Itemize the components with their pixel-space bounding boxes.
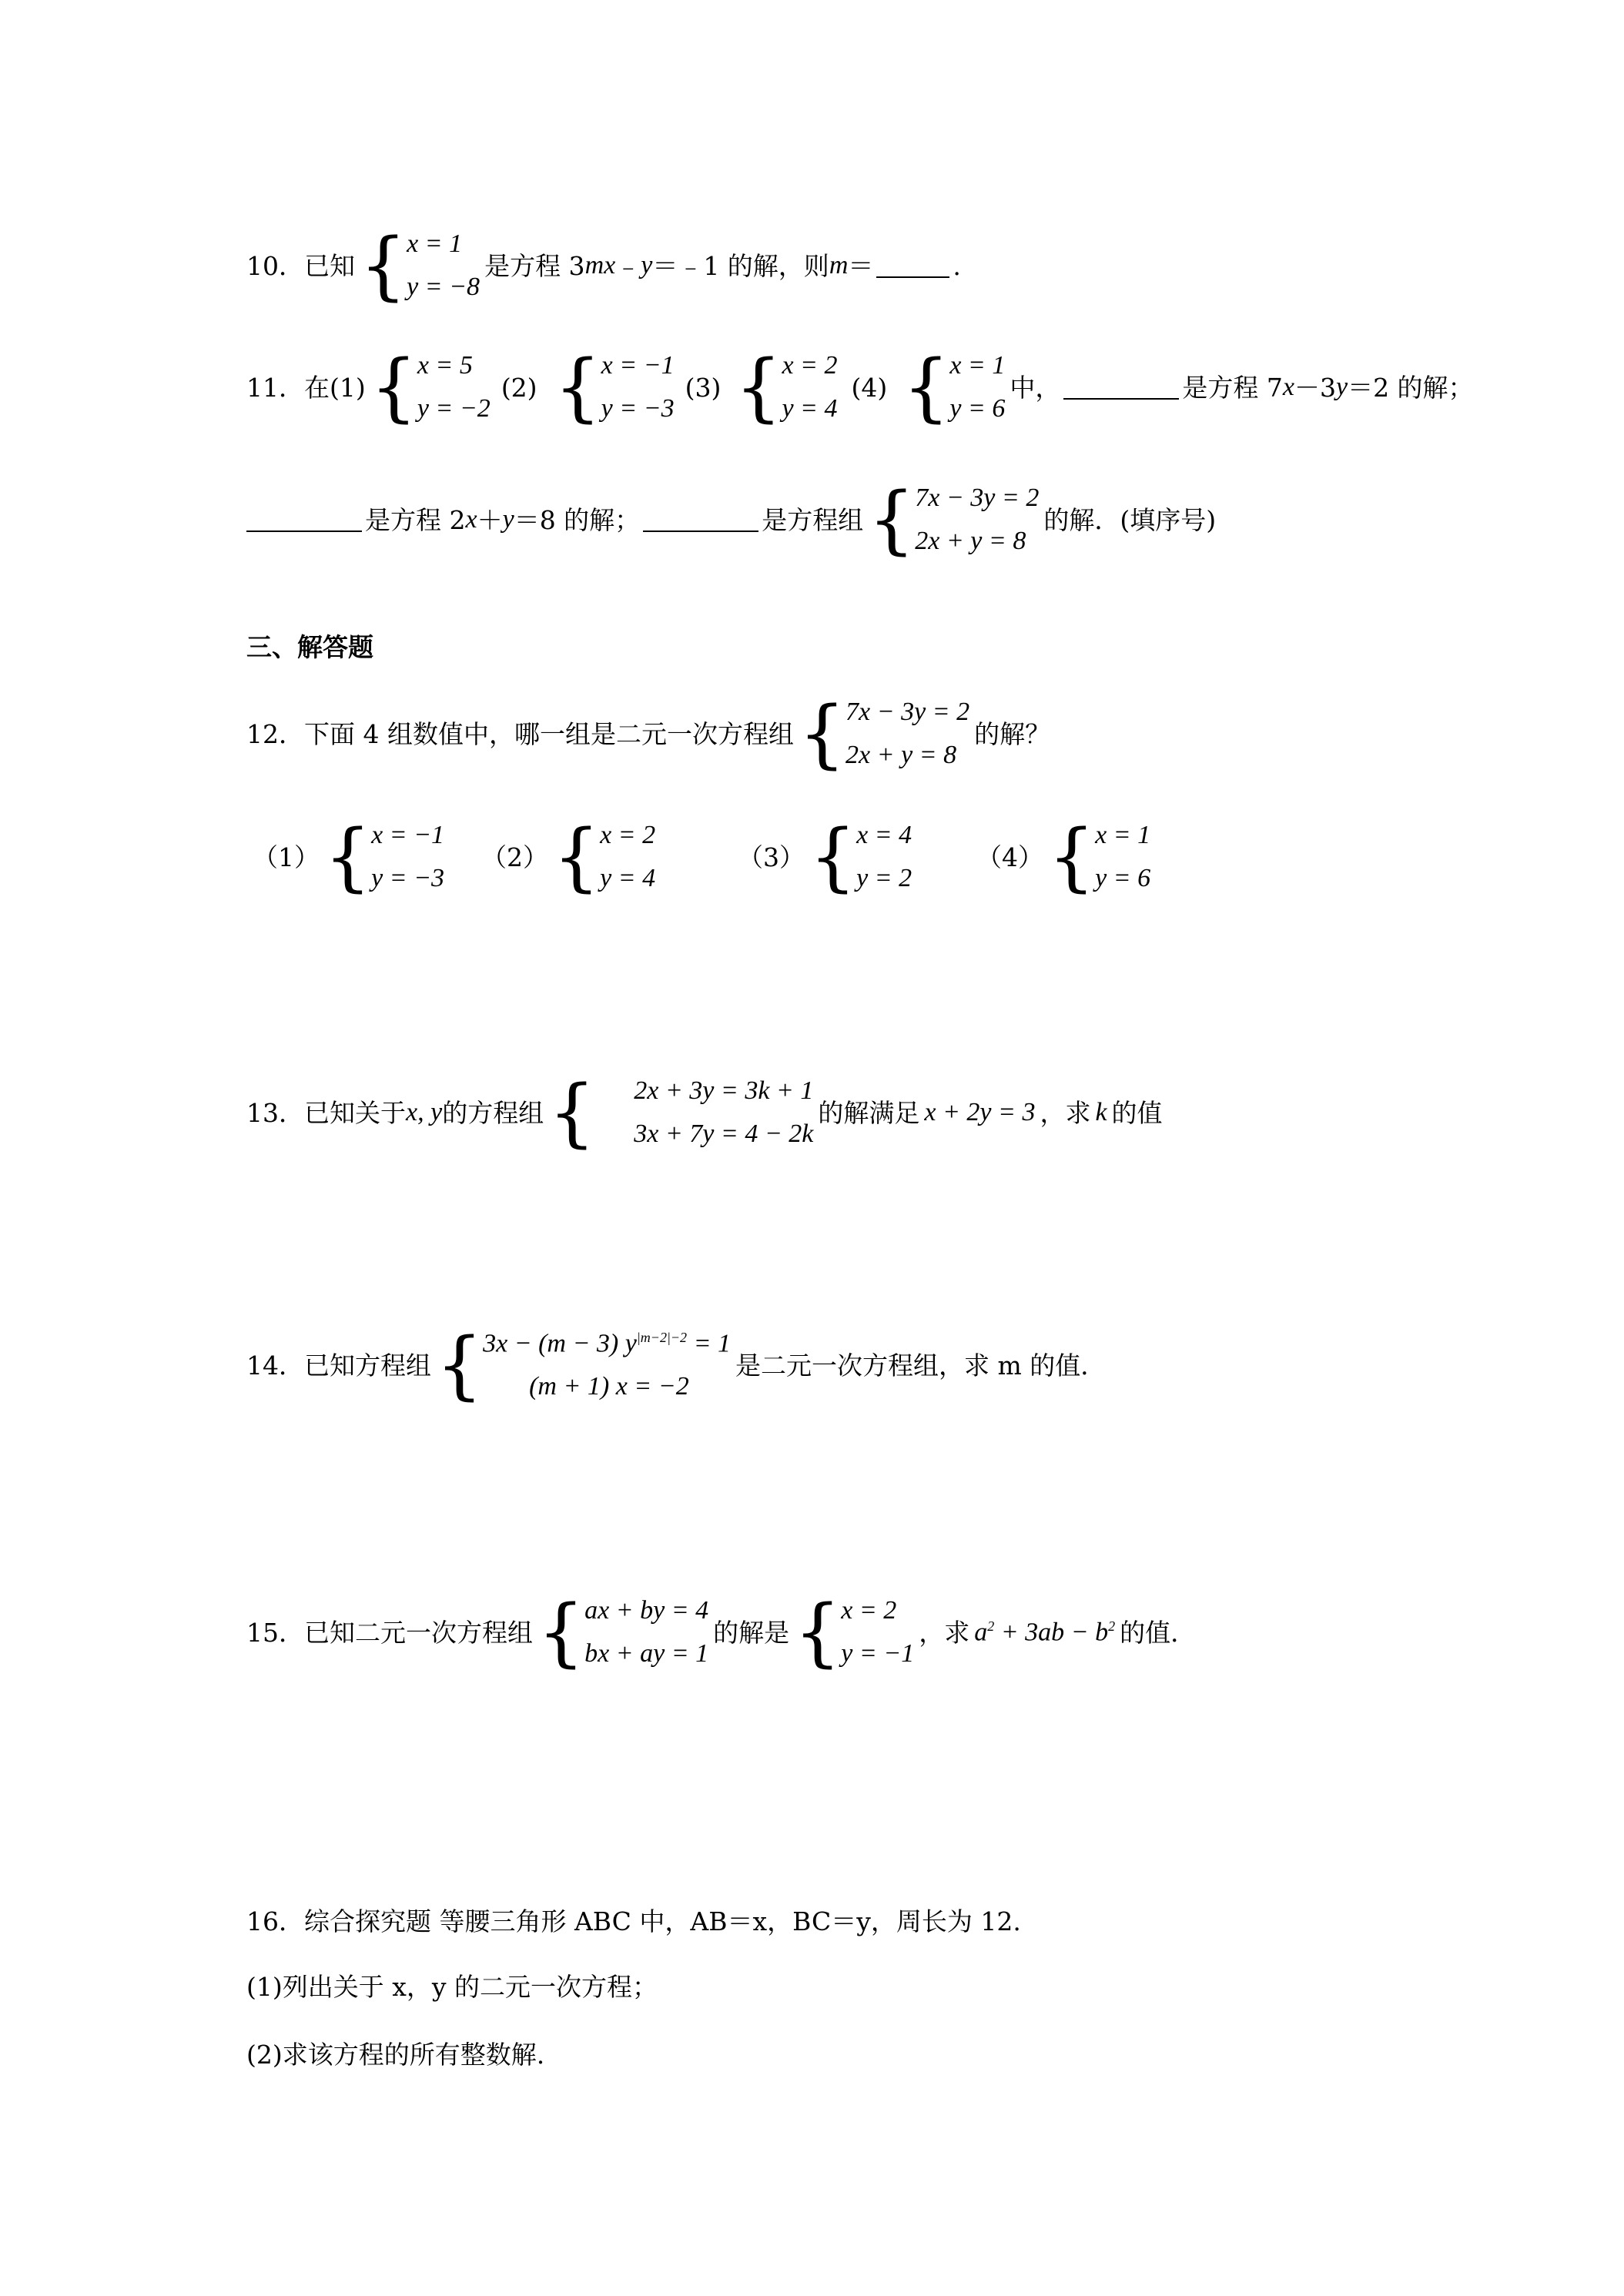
system-row: x = 2 (841, 1596, 897, 1625)
system-row: y = −3 (601, 394, 675, 423)
q15-solution (794, 1589, 915, 1675)
q11-part1-b: －3 (1294, 372, 1336, 403)
q11-part3: 是方程组 (762, 504, 864, 535)
q10-system (360, 223, 481, 309)
brace: { (537, 1589, 585, 1675)
q15-end-2: 的值． (1120, 1617, 1197, 1648)
question-14 (246, 1323, 1106, 1407)
system-row: 2x + y = 8 (845, 741, 957, 769)
q13-mid: 的方程组 (442, 1097, 544, 1128)
q15-expr-a: a (974, 1618, 988, 1647)
brace: { (370, 344, 417, 430)
q15-end: ，求 (919, 1617, 970, 1648)
q11-var: y (502, 505, 514, 534)
q11-option-3 (735, 344, 838, 430)
brace: { (798, 691, 846, 777)
q11-label-4: (4) (851, 372, 888, 403)
q10-system-row2: y = −8 (407, 273, 481, 301)
q13-cond: 的解满足 (818, 1097, 920, 1128)
option-system (1048, 814, 1151, 900)
q10-number: 10．已知 (246, 250, 355, 281)
q16-line3: (2)求该方程的所有整数解. (246, 2040, 545, 2070)
brace: { (436, 1322, 484, 1408)
system-row: y = 6 (949, 394, 1006, 423)
answer-blank[interactable] (876, 253, 949, 278)
q11-var: x (465, 505, 477, 534)
system-row: y = 2 (856, 864, 912, 892)
system-row: y = 4 (782, 394, 838, 423)
system-row (483, 1330, 731, 1357)
question-11-line1 (246, 345, 1474, 430)
q14-row1-part-a: 3x − (m − 3) y (483, 1329, 637, 1358)
option-label: （3） (738, 842, 805, 872)
answer-blank-1[interactable] (1063, 375, 1179, 400)
system-row: 3x + 7y = 4 − 2k (634, 1120, 814, 1148)
q11-option-2 (554, 344, 675, 430)
q16-line2: (1)列出关于 x，y 的二元一次方程； (246, 1972, 658, 2002)
q11-system (868, 477, 1040, 563)
q10-minus: ﹣ (615, 250, 641, 281)
system-row: x = −1 (601, 351, 675, 380)
question-11-line2 (246, 477, 1216, 562)
brace: { (868, 477, 916, 563)
q12-end: 的解？ (974, 718, 1051, 749)
q11-part3-end: 的解．(填序号) (1043, 504, 1217, 535)
q15-system (537, 1589, 709, 1675)
q11-option-4 (902, 344, 1006, 430)
q11-label-3: (3) (685, 372, 722, 403)
q13-system (548, 1069, 814, 1156)
q10-var-m: m (829, 251, 849, 279)
question-10 (246, 223, 961, 308)
question-15 (246, 1590, 1196, 1675)
q10-var-y: y (641, 251, 653, 279)
system-row: x = −1 (371, 821, 445, 849)
q13-vars: x, y (406, 1098, 443, 1126)
system-row: x = 1 (949, 351, 1006, 380)
q11-part2-b: ＋ (477, 504, 503, 535)
q12-option-4 (976, 815, 1155, 899)
q13-text: 13．已知关于 (246, 1097, 406, 1128)
q11-part1: 是方程 7 (1182, 372, 1283, 403)
system-row: 2x + y = 8 (915, 527, 1026, 555)
option-system (809, 814, 912, 900)
answer-blank-2[interactable] (246, 507, 362, 532)
q15-exponent-b: 2 (1108, 1618, 1116, 1634)
brace: { (735, 344, 782, 430)
question-12 (246, 691, 1050, 776)
q11-number: 11．在(1) (246, 372, 366, 403)
option-label: （4） (976, 842, 1043, 872)
q10-equals: ＝ (848, 250, 874, 281)
q13-condition-eq: x + 2y = 3 (924, 1098, 1036, 1126)
q14-end: 是二元一次方程组，求 m 的值． (735, 1350, 1107, 1381)
q10-var-mx: mx (584, 251, 616, 279)
q12-option-1 (253, 815, 449, 899)
q10-text-2: ＝﹣1 的解，则 (652, 250, 829, 281)
q11-part2: 是方程 2 (365, 504, 466, 535)
answer-blank-3[interactable] (643, 507, 758, 532)
q11-label-2: (2) (501, 372, 537, 403)
system-row: x = 2 (600, 821, 656, 849)
q11-option-1 (370, 344, 491, 430)
q11-var: x (1282, 373, 1294, 401)
system-row: x = 2 (782, 351, 838, 380)
system-row: 7x − 3y = 2 (845, 698, 970, 726)
q12-option-3 (738, 815, 916, 899)
q13-end-2: 的值 (1111, 1097, 1163, 1128)
system-row: 7x − 3y = 2 (915, 484, 1040, 512)
system-row: 2x + 3y = 3k + 1 (634, 1076, 814, 1105)
q15-text: 15．已知二元一次方程组 (246, 1617, 533, 1648)
q11-var: y (1335, 373, 1348, 401)
system-row: y = −3 (371, 864, 445, 892)
q10-system-row1: x = 1 (407, 229, 463, 258)
brace: { (548, 1069, 596, 1156)
q13-var-k: k (1095, 1098, 1107, 1126)
system-row: bx + ay = 1 (584, 1639, 709, 1668)
q12-system (798, 691, 970, 777)
system-row: ax + by = 4 (584, 1596, 709, 1625)
q11-part2-c: ＝8 的解； (514, 504, 641, 535)
q12-text: 12．下面 4 组数值中，哪一组是二元一次方程组 (246, 718, 794, 749)
system-row: y = 4 (600, 864, 656, 892)
q14-row1-part-b: = 1 (687, 1329, 732, 1358)
brace: { (809, 814, 857, 900)
brace: { (360, 223, 407, 309)
option-label: （2） (481, 842, 548, 872)
brace: { (554, 344, 601, 430)
q15-exponent-a: 2 (987, 1618, 995, 1634)
system-row: y = 6 (1095, 864, 1151, 892)
q15-mid: 的解是 (713, 1617, 790, 1648)
section-heading: 三、解答题 (246, 632, 373, 662)
brace: { (1048, 814, 1096, 900)
brace: { (324, 814, 372, 900)
question-13 (246, 1070, 1163, 1155)
system-row: y = −1 (841, 1639, 915, 1668)
q11-text: 中， (1010, 372, 1061, 403)
q10-text: 是方程 3 (484, 250, 585, 281)
system-row: x = 1 (1095, 821, 1151, 849)
q13-end: ，求 (1040, 1097, 1091, 1128)
option-system (324, 814, 445, 900)
option-system (553, 814, 656, 900)
system-row: y = −2 (417, 394, 491, 423)
q16-line1: 16．综合探究题 等腰三角形 ABC 中，AB＝x，BC＝y，周长为 12. (246, 1906, 1021, 1936)
q10-period: . (953, 250, 961, 281)
brace: { (902, 344, 950, 430)
q15-expr-b: + 3ab − b (994, 1618, 1109, 1647)
q14-text: 14．已知方程组 (246, 1350, 431, 1381)
system-row: (m + 1) x = −2 (529, 1372, 689, 1401)
system-row: x = 4 (856, 821, 912, 849)
q14-exponent: |m−2|−2 (636, 1329, 688, 1345)
q14-system (436, 1322, 732, 1408)
brace: { (553, 814, 601, 900)
q11-part1-c: ＝2 的解； (1348, 372, 1474, 403)
system-row: x = 5 (417, 351, 473, 380)
option-label: （1） (253, 842, 320, 872)
q15-expression (974, 1619, 1115, 1645)
q12-option-2 (481, 815, 660, 899)
brace: { (794, 1589, 842, 1675)
